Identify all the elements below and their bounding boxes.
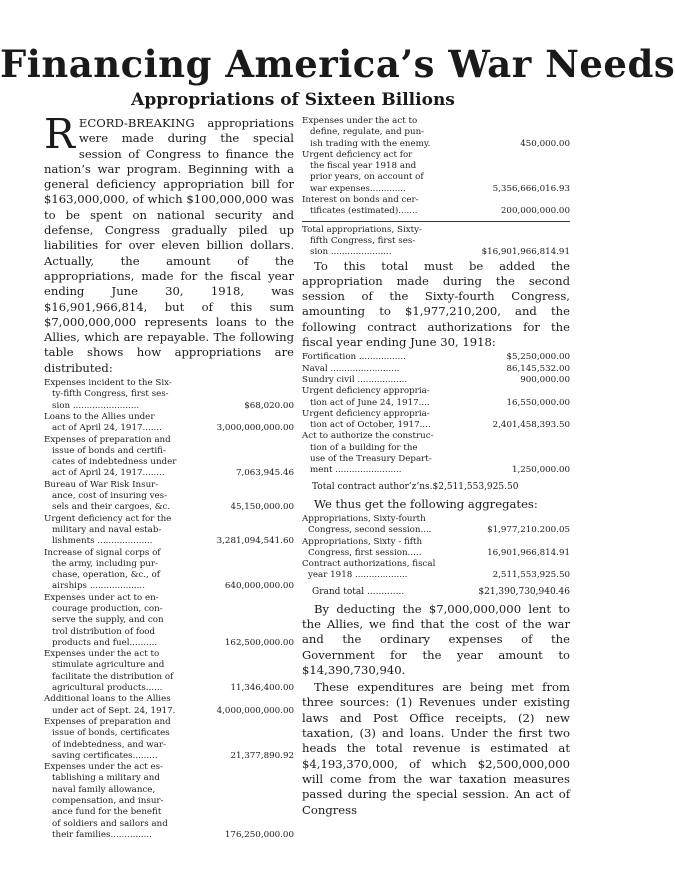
row-amount: 162,500,000.00 xyxy=(224,637,294,648)
intro-text: ECORD-BREAKING appropriations were made during the special session of Congress to finance the nation’s war program. Beginning with a general deficiency appropriation bill for $163,000,000, of which $100,000,000 was to be spent on national security and defense, Congress gradually piled up liabilities for over eleven billion dollars. Actually, the amount of the appropriations, made for the fiscal year ending June 30, 1918, was $16,901,966,814, but of this sum $7,000,000,000 represents loans to the Allies, which are repayable. The following table shows how appropriations are distributed: xyxy=(44,116,294,375)
row-label-line: serve the supply, and con xyxy=(52,615,164,626)
aggregate-item xyxy=(302,559,570,582)
row-label-line: products and fuel.......... xyxy=(52,637,158,648)
row-label-line: trol distribution of food xyxy=(52,626,156,637)
row-label-line: ance fund for the benefit xyxy=(52,807,162,818)
table-row xyxy=(302,409,570,432)
row-label-line: ish trading with the enemy. xyxy=(310,138,431,149)
row-amount: 450,000.00 xyxy=(520,138,570,149)
intro-paragraph xyxy=(44,110,294,376)
row-label-line: tificates (estimated)....... xyxy=(310,206,418,217)
grand-total xyxy=(302,586,570,598)
paragraph-second-session: To this total must be added the appropriation made during the second session of the Sixty-fourth Congress, amounting to $1,977,210,200, and the following contract authorizations for the fiscal year ending June 30, 1918: xyxy=(302,258,570,350)
row-label-line: define, regulate, and pun- xyxy=(310,127,425,138)
row-amount: 176,250,000.00 xyxy=(224,829,294,840)
aggregate-item xyxy=(302,537,570,560)
row-label xyxy=(302,150,462,195)
row-label-line: under act of Sept. 24, 1917. xyxy=(52,705,176,716)
row-label-line: act of April 24, 1917........ xyxy=(52,468,165,479)
row-label-line: Urgent deficiency appropria- xyxy=(302,408,430,419)
contract-authorizations-table xyxy=(302,352,570,476)
row-label-line: Loans to the Allies under xyxy=(44,411,155,422)
row-label-line: Additional loans to the Allies xyxy=(44,694,171,705)
paragraph-deduction: By deducting the $7,000,000,000 lent to the Allies, we find that the cost of the war and the ordinary expenses of the Government for the year amount to $14,390,730,940. xyxy=(302,601,570,677)
table-row xyxy=(44,762,294,841)
aggregate-label: Contract authorizations, fiscal xyxy=(302,559,436,570)
total-label-line: fifth Congress, first ses- xyxy=(310,235,416,246)
total-label-line: Total appropriations, Sixty- xyxy=(302,224,422,235)
total-amount: $16,901,966,814.91 xyxy=(481,247,570,258)
right-column xyxy=(302,116,570,820)
table-row xyxy=(44,435,294,480)
table-row xyxy=(44,548,294,593)
aggregate-label: year 1918 ................... xyxy=(308,570,408,581)
row-label-line: Expenses under the act to xyxy=(302,116,418,126)
grand-total-amount: $21,390,730,940.46 xyxy=(478,586,570,597)
row-label xyxy=(302,352,482,363)
row-label-line: airships .................... xyxy=(52,581,145,592)
table-row xyxy=(302,375,570,386)
paragraph-sources: These expenditures are being met from three sources: (1) Revenues under existing laws and Post Office receipts, (2) new taxation, (3) and loans. Under the first two heads the total revenue is estimated at $4,193,370,000, of which $2,500,000,000 will come from the war taxation measures passed during the special session. An act of Congress xyxy=(302,680,570,817)
row-label-line: Naval ......................... xyxy=(302,363,400,374)
row-label-line: act of April 24, 1917....... xyxy=(52,423,162,434)
row-label-line: Expenses under the act to xyxy=(44,649,160,660)
row-label-line: lishments .................... xyxy=(52,536,153,547)
aggregate-line xyxy=(302,537,570,548)
aggregate-line xyxy=(302,559,570,570)
row-label-line: agricultural products...... xyxy=(52,683,163,694)
table-row xyxy=(44,694,294,717)
row-label-line: the army, including pur- xyxy=(52,558,158,569)
row-amount: 16,550,000.00 xyxy=(506,397,570,408)
row-amount: 4,000,000,000.00 xyxy=(216,705,294,716)
aggregate-label: Appropriations, Sixty-fourth xyxy=(302,513,426,524)
row-label-line: tion act of October, 1917.... xyxy=(310,420,431,431)
row-label-line: Interest on bonds and cer- xyxy=(302,195,419,206)
grand-total-label: Grand total ............. xyxy=(312,586,405,597)
row-label-line: naval family allowance, xyxy=(52,784,156,795)
row-label xyxy=(44,480,204,514)
row-label-line: tion act of June 24, 1917.... xyxy=(310,397,430,408)
row-amount: 2,401,458,393.50 xyxy=(492,420,570,431)
row-label-line: Urgent deficiency appropria- xyxy=(302,386,430,397)
aggregate-line xyxy=(302,525,570,536)
aggregates-table xyxy=(302,514,570,582)
table-row xyxy=(302,150,570,195)
aggregate-amount: 16,901,966,814.91 xyxy=(487,547,570,558)
row-label-line: Expenses under the act es- xyxy=(44,762,163,773)
drop-cap: R xyxy=(44,110,75,158)
row-label-line: courage production, con- xyxy=(52,603,163,614)
table-row xyxy=(44,480,294,514)
aggregate-label: Congress, second session.... xyxy=(308,525,432,536)
row-label-line: compensation, and insur- xyxy=(52,796,164,807)
row-label-line: facilitate the distribution of xyxy=(52,671,174,682)
row-label-line: saving certificates......... xyxy=(52,750,158,761)
row-amount: 45,150,000.00 xyxy=(230,502,294,513)
row-label xyxy=(44,649,204,694)
contract-total-text: Total contract author’z’ns.$2,511,553,925.50 xyxy=(312,481,519,492)
row-label xyxy=(302,386,482,409)
row-label-line: their families............... xyxy=(52,829,152,840)
table-row xyxy=(44,514,294,548)
row-label xyxy=(44,514,204,548)
total-row xyxy=(302,225,570,259)
total-label-line: sion ...................... xyxy=(310,247,392,258)
row-label-line: tablishing a military and xyxy=(52,773,160,784)
row-amount: $68,020.00 xyxy=(244,400,294,411)
row-label xyxy=(302,364,482,375)
article-subtitle: Appropriations of Sixteen Billions xyxy=(131,90,455,110)
row-label-line: the fiscal year 1918 and xyxy=(310,161,417,172)
row-label xyxy=(302,375,482,386)
row-label xyxy=(44,694,204,717)
row-label-line: Increase of signal corps of xyxy=(44,547,161,558)
row-label xyxy=(44,435,204,480)
row-label-line: Bureau of War Risk Insur- xyxy=(44,479,159,490)
table-row xyxy=(302,431,570,476)
row-label-line: prior years, on account of xyxy=(310,172,424,183)
row-amount: 5,356,666,016.93 xyxy=(492,183,570,194)
row-label-line: ty-fifth Congress, first ses- xyxy=(52,389,169,400)
table-row xyxy=(44,378,294,412)
row-label xyxy=(302,195,462,218)
aggregate-label: Congress, first session..... xyxy=(308,547,422,558)
contract-total xyxy=(302,481,570,493)
row-amount: 3,281,094,541.60 xyxy=(216,536,294,547)
row-label xyxy=(44,762,204,841)
aggregate-item xyxy=(302,514,570,537)
divider xyxy=(302,221,570,222)
aggregate-line xyxy=(302,514,570,525)
row-label-line: tion of a building for the xyxy=(310,442,418,453)
row-amount: 1,250,000.00 xyxy=(511,465,570,476)
row-label-line: military and naval estab- xyxy=(52,524,162,535)
row-label-line: Act to authorize the construc- xyxy=(302,431,434,442)
row-label xyxy=(302,409,482,432)
row-label-line: sion ........................ xyxy=(52,400,140,411)
row-amount: 21,377,890.92 xyxy=(230,750,294,761)
aggregate-amount: 2,511,553,925.50 xyxy=(492,570,570,581)
row-amount: 900,000.00 xyxy=(520,374,570,385)
row-label-line: Expenses incident to the Six- xyxy=(44,378,172,389)
row-label-line: sels and their cargoes, &c. xyxy=(52,502,171,513)
row-label xyxy=(44,378,204,412)
article-title: Financing America’s War Needs xyxy=(0,42,675,86)
row-label-line: of soldiers and sailors and xyxy=(52,818,168,829)
row-label-line: ance, cost of insuring ves- xyxy=(52,491,168,502)
aggregate-label: Appropriations, Sixty - fifth xyxy=(302,536,423,547)
appropriations-table xyxy=(44,378,294,841)
table-row xyxy=(302,352,570,363)
table-row xyxy=(302,386,570,409)
row-label xyxy=(44,717,204,762)
row-amount: 11,346,400.00 xyxy=(230,683,294,694)
row-label-line: use of the Treasury Depart- xyxy=(310,454,432,465)
row-label-line: of indebtedness, and war- xyxy=(52,739,167,750)
row-label-line: Fortification ................. xyxy=(302,352,406,363)
row-label xyxy=(44,593,204,649)
table-row xyxy=(302,116,570,150)
row-label-line: Expenses under act to en- xyxy=(44,592,159,603)
left-column xyxy=(44,110,294,841)
row-label xyxy=(44,548,204,593)
row-label-line: Expenses of preparation and xyxy=(44,716,171,727)
aggregate-line xyxy=(302,570,570,581)
total-label xyxy=(302,225,462,259)
row-label-line: chase, operation, &c., of xyxy=(52,570,160,581)
row-label-line: ment ........................ xyxy=(310,465,402,476)
row-amount: 3,000,000,000.00 xyxy=(216,423,294,434)
row-amount: 200,000,000.00 xyxy=(500,206,570,217)
table-row xyxy=(302,364,570,375)
aggregate-amount: $1,977,210.200.05 xyxy=(487,525,570,536)
row-label-line: Expenses of preparation and xyxy=(44,434,171,445)
row-amount: 640,000,000.00 xyxy=(224,581,294,592)
row-label-line: Urgent deficiency act for the xyxy=(44,513,172,524)
row-label-line: war expenses............. xyxy=(310,183,406,194)
table-row xyxy=(302,195,570,218)
total-appropriations xyxy=(302,225,570,259)
appropriations-table-continued xyxy=(302,116,570,218)
row-label-line: stimulate agriculture and xyxy=(52,660,165,671)
row-label xyxy=(44,412,204,435)
row-label-line: Sundry civil .................. xyxy=(302,374,408,385)
row-label xyxy=(302,431,482,476)
row-amount: $5,250,000.00 xyxy=(506,352,570,363)
row-label-line: issue of bonds and certifi- xyxy=(52,445,166,456)
row-label xyxy=(302,116,462,150)
row-amount: 7,063,945.46 xyxy=(235,468,294,479)
row-amount: 86,145,532.00 xyxy=(506,363,570,374)
table-row xyxy=(44,412,294,435)
table-row xyxy=(44,717,294,762)
row-label-line: cates of indebtedness under xyxy=(52,457,177,468)
row-label-line: issue of bonds, certificates xyxy=(52,728,170,739)
table-row xyxy=(44,593,294,649)
table-row xyxy=(44,649,294,694)
aggregate-line xyxy=(302,548,570,559)
paragraph-aggregates: We thus get the following aggregates: xyxy=(314,496,538,511)
row-label-line: Urgent deficiency act for xyxy=(302,149,413,160)
